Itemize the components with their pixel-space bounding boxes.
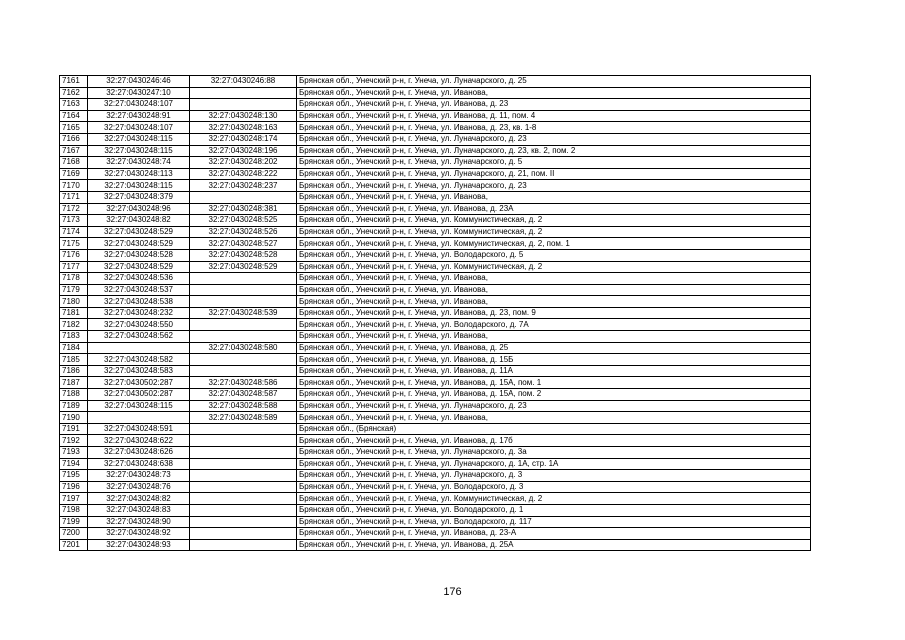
cadastral-number-cell: 32:27:0430248:82 (88, 215, 190, 227)
address-cell: Брянская обл., Унечский р-н, г. Унеча, ул. Коммунистическая, д. 2 (297, 215, 811, 227)
parent-cadastral-number-cell: 32:27:0430248:202 (190, 157, 297, 169)
table-row (60, 87, 811, 99)
table-row (60, 458, 811, 470)
address-cell: Брянская обл., Унечский р-н, г. Унеча, ул. Володарского, д. 117 (297, 516, 811, 528)
row-number-cell: 7170 (60, 180, 88, 192)
parent-cadastral-number-cell (190, 493, 297, 505)
cadastral-number-cell: 32:27:0430248:107 (88, 99, 190, 111)
parent-cadastral-number-cell: 32:27:0430248:580 (190, 342, 297, 354)
address-cell: Брянская обл., Унечский р-н, г. Унеча, ул. Луначарского, д. 23 (297, 180, 811, 192)
table-row (60, 470, 811, 482)
address-cell: Брянская обл., Унечский р-н, г. Унеча, ул. Володарского, д. 5 (297, 249, 811, 261)
cadastral-number-cell (88, 412, 190, 424)
parent-cadastral-number-cell: 32:27:0430248:196 (190, 145, 297, 157)
cadastral-number-cell: 32:27:0430248:528 (88, 249, 190, 261)
table-row (60, 261, 811, 273)
table-row (60, 516, 811, 528)
table-row (60, 122, 811, 134)
address-cell: Брянская обл., Унечский р-н, г. Унеча, ул. Иванова, д. 25А (297, 539, 811, 551)
table-row (60, 447, 811, 459)
table-row (60, 145, 811, 157)
cadastral-number-cell: 32:27:0430248:92 (88, 528, 190, 540)
table-row (60, 180, 811, 192)
row-number-cell: 7177 (60, 261, 88, 273)
cadastral-number-cell: 32:27:0430248:591 (88, 423, 190, 435)
cadastral-number-cell: 32:27:0430248:536 (88, 273, 190, 285)
address-cell: Брянская обл., Унечский р-н, г. Унеча, ул. Иванова, д. 23А (297, 203, 811, 215)
cadastral-number-cell: 32:27:0430248:622 (88, 435, 190, 447)
row-number-cell: 7196 (60, 481, 88, 493)
parent-cadastral-number-cell (190, 423, 297, 435)
row-number-cell: 7169 (60, 168, 88, 180)
cadastral-table (59, 75, 811, 551)
address-cell: Брянская обл., Унечский р-н, г. Унеча, ул. Коммунистическая, д. 2, пом. 1 (297, 238, 811, 250)
parent-cadastral-number-cell (190, 504, 297, 516)
parent-cadastral-number-cell (190, 319, 297, 331)
parent-cadastral-number-cell (190, 191, 297, 203)
address-cell: Брянская обл., Унечский р-н, г. Унеча, ул. Луначарского, д. 21, пом. II (297, 168, 811, 180)
row-number-cell: 7162 (60, 87, 88, 99)
address-cell: Брянская обл., Унечский р-н, г. Унеча, ул. Коммунистическая, д. 2 (297, 493, 811, 505)
address-cell: Брянская обл., Унечский р-н, г. Унеча, ул. Иванова, (297, 273, 811, 285)
cadastral-number-cell: 32:27:0430248:538 (88, 296, 190, 308)
row-number-cell: 7188 (60, 389, 88, 401)
table-row (60, 354, 811, 366)
address-cell: Брянская обл., Унечский р-н, г. Унеча, ул. Иванова, (297, 331, 811, 343)
cadastral-number-cell: 32:27:0430248:638 (88, 458, 190, 470)
table-row (60, 412, 811, 424)
parent-cadastral-number-cell (190, 87, 297, 99)
row-number-cell: 7167 (60, 145, 88, 157)
address-cell: Брянская обл., Унечский р-н, г. Унеча, ул. Иванова, (297, 296, 811, 308)
table-row (60, 539, 811, 551)
parent-cadastral-number-cell: 32:27:0430248:589 (190, 412, 297, 424)
cadastral-number-cell: 32:27:0430248:379 (88, 191, 190, 203)
table-row (60, 389, 811, 401)
parent-cadastral-number-cell (190, 331, 297, 343)
parent-cadastral-number-cell: 32:27:0430248:526 (190, 226, 297, 238)
table-row (60, 504, 811, 516)
address-cell: Брянская обл., Унечский р-н, г. Унеча, ул. Луначарского, д. 3 (297, 470, 811, 482)
table-row (60, 284, 811, 296)
row-number-cell: 7189 (60, 400, 88, 412)
parent-cadastral-number-cell: 32:27:0430248:586 (190, 377, 297, 389)
row-number-cell: 7164 (60, 110, 88, 122)
table-row (60, 528, 811, 540)
table-row (60, 377, 811, 389)
parent-cadastral-number-cell (190, 539, 297, 551)
row-number-cell: 7175 (60, 238, 88, 250)
table-row (60, 319, 811, 331)
table-row (60, 331, 811, 343)
parent-cadastral-number-cell: 32:27:0430248:130 (190, 110, 297, 122)
cadastral-number-cell: 32:27:0430248:583 (88, 365, 190, 377)
parent-cadastral-number-cell: 32:27:0430248:174 (190, 133, 297, 145)
address-cell: Брянская обл., Унечский р-н, г. Унеча, ул. Володарского, д. 3 (297, 481, 811, 493)
parent-cadastral-number-cell: 32:27:0430248:539 (190, 307, 297, 319)
parent-cadastral-number-cell (190, 458, 297, 470)
address-cell: Брянская обл., Унечский р-н, г. Унеча, ул. Луначарского, д. 1А, стр. 1А (297, 458, 811, 470)
cadastral-number-cell: 32:27:0430248:74 (88, 157, 190, 169)
address-cell: Брянская обл., Унечский р-н, г. Унеча, ул. Иванова, (297, 284, 811, 296)
cadastral-number-cell: 32:27:0430248:115 (88, 145, 190, 157)
cadastral-number-cell: 32:27:0430248:529 (88, 226, 190, 238)
table-row (60, 400, 811, 412)
parent-cadastral-number-cell: 32:27:0430248:588 (190, 400, 297, 412)
cadastral-number-cell: 32:27:0430248:96 (88, 203, 190, 215)
row-number-cell: 7166 (60, 133, 88, 145)
cadastral-number-cell: 32:27:0430248:529 (88, 261, 190, 273)
address-cell: Брянская обл., Унечский р-н, г. Унеча, ул. Иванова, (297, 412, 811, 424)
row-number-cell: 7195 (60, 470, 88, 482)
cadastral-number-cell: 32:27:0430248:537 (88, 284, 190, 296)
table-row (60, 203, 811, 215)
parent-cadastral-number-cell (190, 528, 297, 540)
table-row (60, 365, 811, 377)
table-row (60, 215, 811, 227)
address-cell: Брянская обл., Унечский р-н, г. Унеча, ул. Луначарского, д. 23, кв. 2, пом. 2 (297, 145, 811, 157)
row-number-cell: 7192 (60, 435, 88, 447)
page-number: 176 (443, 586, 462, 598)
parent-cadastral-number-cell: 32:27:0430248:163 (190, 122, 297, 134)
table-row (60, 307, 811, 319)
parent-cadastral-number-cell: 32:27:0430248:587 (190, 389, 297, 401)
row-number-cell: 7194 (60, 458, 88, 470)
parent-cadastral-number-cell (190, 481, 297, 493)
table-body (60, 76, 811, 551)
address-cell: Брянская обл., Унечский р-н, г. Унеча, ул. Иванова, д. 25 (297, 342, 811, 354)
address-cell: Брянская обл., Унечский р-н, г. Унеча, ул. Иванова, д. 11А (297, 365, 811, 377)
cadastral-number-cell: 32:27:0430248:83 (88, 504, 190, 516)
parent-cadastral-number-cell (190, 470, 297, 482)
address-cell: Брянская обл., Унечский р-н, г. Унеча, ул. Луначарского, д. 25 (297, 76, 811, 88)
row-number-cell: 7201 (60, 539, 88, 551)
cadastral-number-cell: 32:27:0430248:113 (88, 168, 190, 180)
address-cell: Брянская обл., Унечский р-н, г. Унеча, ул. Иванова, д. 23-А (297, 528, 811, 540)
cadastral-number-cell: 32:27:0430248:562 (88, 331, 190, 343)
cadastral-number-cell: 32:27:0430248:550 (88, 319, 190, 331)
table-row (60, 168, 811, 180)
address-cell: Брянская обл., Унечский р-н, г. Унеча, ул. Иванова, (297, 191, 811, 203)
table-row (60, 423, 811, 435)
cadastral-number-cell: 32:27:0430248:73 (88, 470, 190, 482)
row-number-cell: 7197 (60, 493, 88, 505)
address-cell: Брянская обл., Унечский р-н, г. Унеча, ул. Луначарского, д. 23 (297, 400, 811, 412)
address-cell: Брянская обл., Унечский р-н, г. Унеча, ул. Луначарского, д. 5 (297, 157, 811, 169)
row-number-cell: 7176 (60, 249, 88, 261)
table-row (60, 238, 811, 250)
parent-cadastral-number-cell: 32:27:0430248:525 (190, 215, 297, 227)
row-number-cell: 7198 (60, 504, 88, 516)
parent-cadastral-number-cell: 32:27:0430248:529 (190, 261, 297, 273)
table-row (60, 481, 811, 493)
cadastral-number-cell: 32:27:0430248:91 (88, 110, 190, 122)
parent-cadastral-number-cell (190, 273, 297, 285)
table-row (60, 133, 811, 145)
table-row (60, 435, 811, 447)
cadastral-number-cell: 32:27:0430502:287 (88, 389, 190, 401)
table-row (60, 226, 811, 238)
row-number-cell: 7193 (60, 447, 88, 459)
row-number-cell: 7181 (60, 307, 88, 319)
cadastral-number-cell: 32:27:0430248:107 (88, 122, 190, 134)
address-cell: Брянская обл., Унечский р-н, г. Унеча, ул. Володарского, д. 1 (297, 504, 811, 516)
address-cell: Брянская обл., (Брянская) (297, 423, 811, 435)
parent-cadastral-number-cell (190, 516, 297, 528)
parent-cadastral-number-cell (190, 284, 297, 296)
table-row (60, 99, 811, 111)
parent-cadastral-number-cell (190, 354, 297, 366)
table-row (60, 342, 811, 354)
parent-cadastral-number-cell (190, 435, 297, 447)
cadastral-number-cell: 32:27:0430246:46 (88, 76, 190, 88)
row-number-cell: 7187 (60, 377, 88, 389)
cadastral-number-cell: 32:27:0430248:115 (88, 180, 190, 192)
table-row (60, 110, 811, 122)
cadastral-number-cell (88, 342, 190, 354)
cadastral-number-cell: 32:27:0430248:93 (88, 539, 190, 551)
row-number-cell: 7183 (60, 331, 88, 343)
address-cell: Брянская обл., Унечский р-н, г. Унеча, ул. Иванова, д. 23, пом. 9 (297, 307, 811, 319)
parent-cadastral-number-cell (190, 99, 297, 111)
table-row (60, 76, 811, 88)
cadastral-number-cell: 32:27:0430248:115 (88, 133, 190, 145)
parent-cadastral-number-cell (190, 365, 297, 377)
address-cell: Брянская обл., Унечский р-н, г. Унеча, ул. Иванова, д. 17б (297, 435, 811, 447)
parent-cadastral-number-cell: 32:27:0430248:222 (190, 168, 297, 180)
address-cell: Брянская обл., Унечский р-н, г. Унеча, ул. Иванова, (297, 87, 811, 99)
cadastral-number-cell: 32:27:0430248:76 (88, 481, 190, 493)
cadastral-number-cell: 32:27:0430247:10 (88, 87, 190, 99)
address-cell: Брянская обл., Унечский р-н, г. Унеча, ул. Володарского, д. 7А (297, 319, 811, 331)
parent-cadastral-number-cell (190, 447, 297, 459)
cadastral-number-cell: 32:27:0430248:115 (88, 400, 190, 412)
row-number-cell: 7163 (60, 99, 88, 111)
parent-cadastral-number-cell: 32:27:0430248:528 (190, 249, 297, 261)
row-number-cell: 7180 (60, 296, 88, 308)
address-cell: Брянская обл., Унечский р-н, г. Унеча, ул. Луначарского, д. 3а (297, 447, 811, 459)
row-number-cell: 7190 (60, 412, 88, 424)
row-number-cell: 7184 (60, 342, 88, 354)
row-number-cell: 7185 (60, 354, 88, 366)
row-number-cell: 7161 (60, 76, 88, 88)
table-row (60, 157, 811, 169)
table-row (60, 191, 811, 203)
row-number-cell: 7172 (60, 203, 88, 215)
table-row (60, 249, 811, 261)
table-row (60, 296, 811, 308)
parent-cadastral-number-cell: 32:27:0430246:88 (190, 76, 297, 88)
parent-cadastral-number-cell (190, 296, 297, 308)
cadastral-number-cell: 32:27:0430248:529 (88, 238, 190, 250)
row-number-cell: 7191 (60, 423, 88, 435)
row-number-cell: 7178 (60, 273, 88, 285)
table-row (60, 493, 811, 505)
row-number-cell: 7171 (60, 191, 88, 203)
address-cell: Брянская обл., Унечский р-н, г. Унеча, ул. Иванова, д. 11, пом. 4 (297, 110, 811, 122)
parent-cadastral-number-cell: 32:27:0430248:381 (190, 203, 297, 215)
table-row (60, 273, 811, 285)
address-cell: Брянская обл., Унечский р-н, г. Унеча, ул. Коммунистическая, д. 2 (297, 261, 811, 273)
address-cell: Брянская обл., Унечский р-н, г. Унеча, ул. Коммунистическая, д. 2 (297, 226, 811, 238)
address-cell: Брянская обл., Унечский р-н, г. Унеча, ул. Иванова, д. 23, кв. 1-8 (297, 122, 811, 134)
cadastral-number-cell: 32:27:0430248:232 (88, 307, 190, 319)
address-cell: Брянская обл., Унечский р-н, г. Унеча, ул. Иванова, д. 15Б (297, 354, 811, 366)
row-number-cell: 7165 (60, 122, 88, 134)
cadastral-number-cell: 32:27:0430248:90 (88, 516, 190, 528)
row-number-cell: 7168 (60, 157, 88, 169)
row-number-cell: 7173 (60, 215, 88, 227)
row-number-cell: 7199 (60, 516, 88, 528)
cadastral-number-cell: 32:27:0430502:287 (88, 377, 190, 389)
parent-cadastral-number-cell: 32:27:0430248:527 (190, 238, 297, 250)
row-number-cell: 7174 (60, 226, 88, 238)
address-cell: Брянская обл., Унечский р-н, г. Унеча, ул. Иванова, д. 15А, пом. 1 (297, 377, 811, 389)
cadastral-number-cell: 32:27:0430248:582 (88, 354, 190, 366)
address-cell: Брянская обл., Унечский р-н, г. Унеча, ул. Иванова, д. 23 (297, 99, 811, 111)
row-number-cell: 7186 (60, 365, 88, 377)
address-cell: Брянская обл., Унечский р-н, г. Унеча, ул. Луначарского, д. 23 (297, 133, 811, 145)
address-cell: Брянская обл., Унечский р-н, г. Унеча, ул. Иванова, д. 15А, пом. 2 (297, 389, 811, 401)
cadastral-number-cell: 32:27:0430248:82 (88, 493, 190, 505)
row-number-cell: 7182 (60, 319, 88, 331)
parent-cadastral-number-cell: 32:27:0430248:237 (190, 180, 297, 192)
cadastral-number-cell: 32:27:0430248:626 (88, 447, 190, 459)
row-number-cell: 7200 (60, 528, 88, 540)
row-number-cell: 7179 (60, 284, 88, 296)
